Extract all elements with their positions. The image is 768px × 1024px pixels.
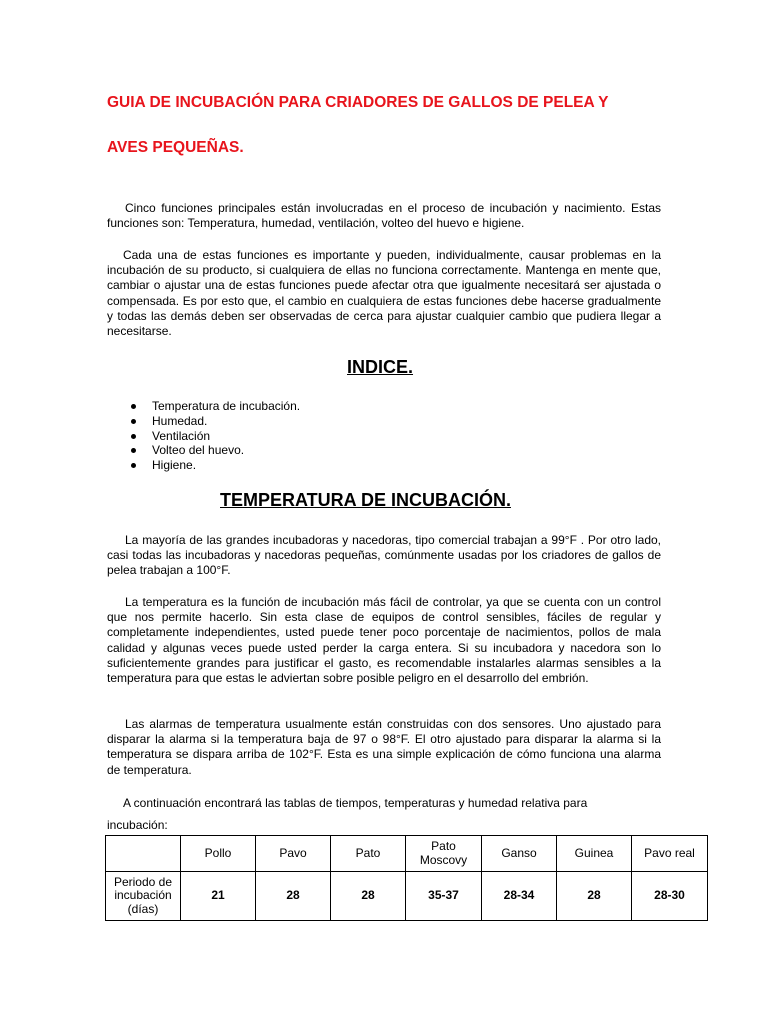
index-heading: INDICE. (347, 357, 414, 377)
table-header-cell: Pato Moscovy (406, 836, 482, 872)
table-cell: 28-30 (632, 872, 708, 921)
table-header-cell: Ganso (482, 836, 557, 872)
table-header-row (106, 836, 708, 872)
table-cell: 28 (256, 872, 331, 921)
table-header-cell: Pato (331, 836, 406, 872)
table-intro-line-2: incubación: (107, 818, 168, 832)
intro-paragraph-2: Cada una de estas funciones es importante y pueden, individualmente, causar problemas en la incubación de su producto, si cualquiera de ellas no funciona correctamente. Mantenga en mente que, cambiar o ajustar una de estas funciones puede afectar otra que igualmente necesitará ser ajustada o compensada. Es por esto que, el cambio en cualquiera de estas funciones debe hacerse gradualmente y todas las demás deben ser observadas de cerca para ajustar cualquier cambio que pudiera llegar a necesitarse. (107, 248, 661, 339)
table-header-cell: Pavo real (632, 836, 708, 872)
intro-paragraph-1: Cinco funciones principales están involucradas en el proceso de incubación y nacimiento. Estas funciones son: Temperatura, humedad, ventilación, volteo del huevo e higiene. (107, 201, 661, 231)
table-header-cell: Pollo (181, 836, 256, 872)
index-list (129, 399, 300, 473)
document-title-line-1: GUIA DE INCUBACIÓN PARA CRIADORES DE GALLOS DE PELEA Y (107, 94, 609, 111)
table-cell: 21 (181, 872, 256, 921)
table-cell: 28-34 (482, 872, 557, 921)
index-item: Higiene. (129, 458, 300, 473)
table-cell: 28 (557, 872, 632, 921)
temperature-heading: TEMPERATURA DE INCUBACIÓN. (220, 490, 511, 510)
index-item: Volteo del huevo. (129, 443, 300, 458)
document-title-line-2: AVES PEQUEÑAS. (107, 139, 244, 156)
temperature-paragraph-2: La temperatura es la función de incubación más fácil de controlar, ya que se cuenta con un control que nos permite hacerlo. Sin esta clase de equipos de control sensibles, fáciles de regular y completamente independientes, usted puede tener poco porcentaje de nacimientos, pollos de mala calidad y algunas veces puede usted perder la carga entera. Si su incubadora y nacedora son lo suficientemente grandes para justificar el gasto, es recomendable instalarles alarmas sensibles a la temperatura para que estas le adviertan sobre posible peligro en el desarrollo del embrión. (107, 595, 661, 686)
table-header-cell: Guinea (557, 836, 632, 872)
temperature-paragraph-1: La mayoría de las grandes incubadoras y nacedoras, tipo comercial trabajan a 99°F . Por otro lado, casi todas las incubadoras y nacedoras pequeñas, comúnmente usadas por los criadores de gallos de pelea trabajan a 100°F. (107, 533, 661, 578)
index-item: Temperatura de incubación. (129, 399, 300, 414)
incubation-table (105, 835, 708, 921)
table-header-cell (106, 836, 181, 872)
table-row (106, 872, 708, 921)
temperature-paragraph-3: Las alarmas de temperatura usualmente están construidas con dos sensores. Uno ajustado para disparar la alarma si la temperatura baja de 97 o 98°F. El otro ajustado para disparar la alarma si la temperatura se dispara arriba de 102°F. Esta es una simple explicación de cómo funciona una alarma de temperatura. (107, 717, 661, 777)
index-item: Ventilación (129, 429, 300, 444)
table-row-label: Periodo de incubación (días) (106, 872, 181, 921)
table-cell: 35-37 (406, 872, 482, 921)
table-header-cell: Pavo (256, 836, 331, 872)
table-intro-line-1: A continuación encontrará las tablas de tiempos, temperaturas y humedad relativa para (123, 796, 588, 810)
table-cell: 28 (331, 872, 406, 921)
index-item: Humedad. (129, 414, 300, 429)
